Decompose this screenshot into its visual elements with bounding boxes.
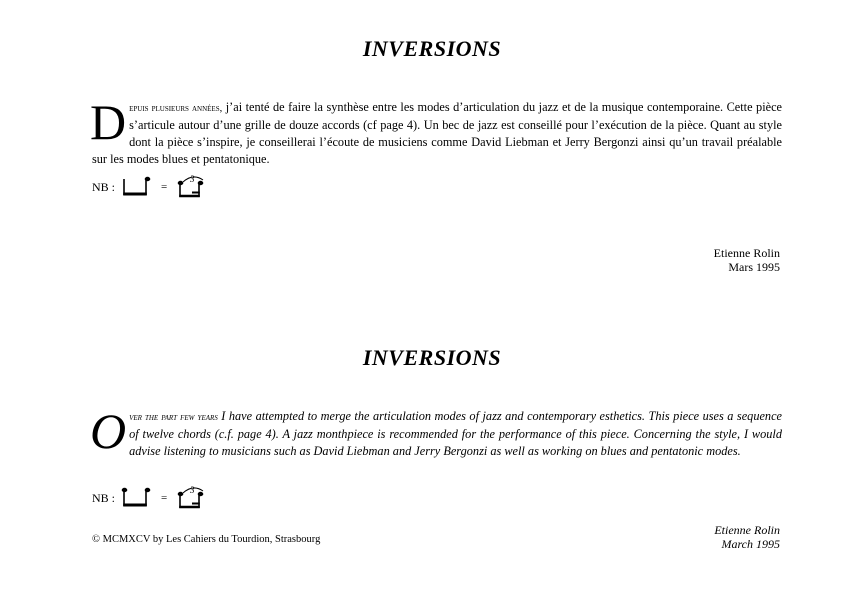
eighth-note-pair-icon (121, 173, 151, 201)
signature-name: Etienne Rolin (713, 246, 780, 260)
english-signature (714, 523, 780, 551)
signature-name: Etienne Rolin (714, 523, 780, 537)
signature-date: Mars 1995 (728, 260, 780, 274)
english-nb-notation (92, 483, 209, 513)
nb-label: NB : (92, 490, 116, 505)
english-body-text: I have attempted to merge the articulation modes of jazz and contemporary esthetics. This piece uses a sequence of twelve chords (c.f. page 4). A jazz monthpiece is recommended for the performance of this piece. Concerning the style, I would advise listening to musicians such as David Liebman and Jerry Bergonzi as well as working on blues and pentatonic modes. (129, 409, 782, 458)
triplet-number: 3 (190, 485, 195, 495)
equals-sign: = (161, 492, 168, 504)
french-body-text: j’ai tenté de faire la synthèse entre les modes d’articulation du jazz et de la musique contemporaine. Cette pièce s’articule autour d’une grille de douze accords (cf page 4). Un bec de jazz est conseillé pour l’exécution de la pièce. Quant au style dont la pièce s’inspire, je conseillerai l’écoute de musiciens comme David Liebman et Jerry Bergonzi ainsi qu’un travail préalable sur les modes blues et pentatonique. (92, 100, 782, 166)
french-smallcaps-lead: epuis plusieurs années, (129, 103, 223, 114)
triplet-number: 3 (190, 174, 195, 184)
english-dropcap: O (90, 403, 127, 459)
french-nb-notation (92, 172, 209, 202)
triplet-note-icon (177, 484, 209, 512)
equals-sign: = (161, 181, 168, 193)
english-paragraph (90, 403, 782, 460)
eighth-note-pair-icon (121, 484, 151, 512)
nb-label: NB : (92, 179, 116, 194)
french-signature (714, 246, 780, 274)
triplet-note-icon (177, 173, 209, 201)
french-dropcap: D (90, 94, 127, 150)
french-paragraph (90, 94, 782, 168)
french-title: INVERSIONS (362, 36, 502, 61)
signature-date: March 1995 (721, 537, 780, 551)
english-smallcaps-lead: ver the part few years (129, 412, 218, 423)
english-title: INVERSIONS (362, 345, 502, 370)
copyright-notice: © MCMXCV by Les Cahiers du Tourdion, Strasbourg (92, 534, 321, 545)
